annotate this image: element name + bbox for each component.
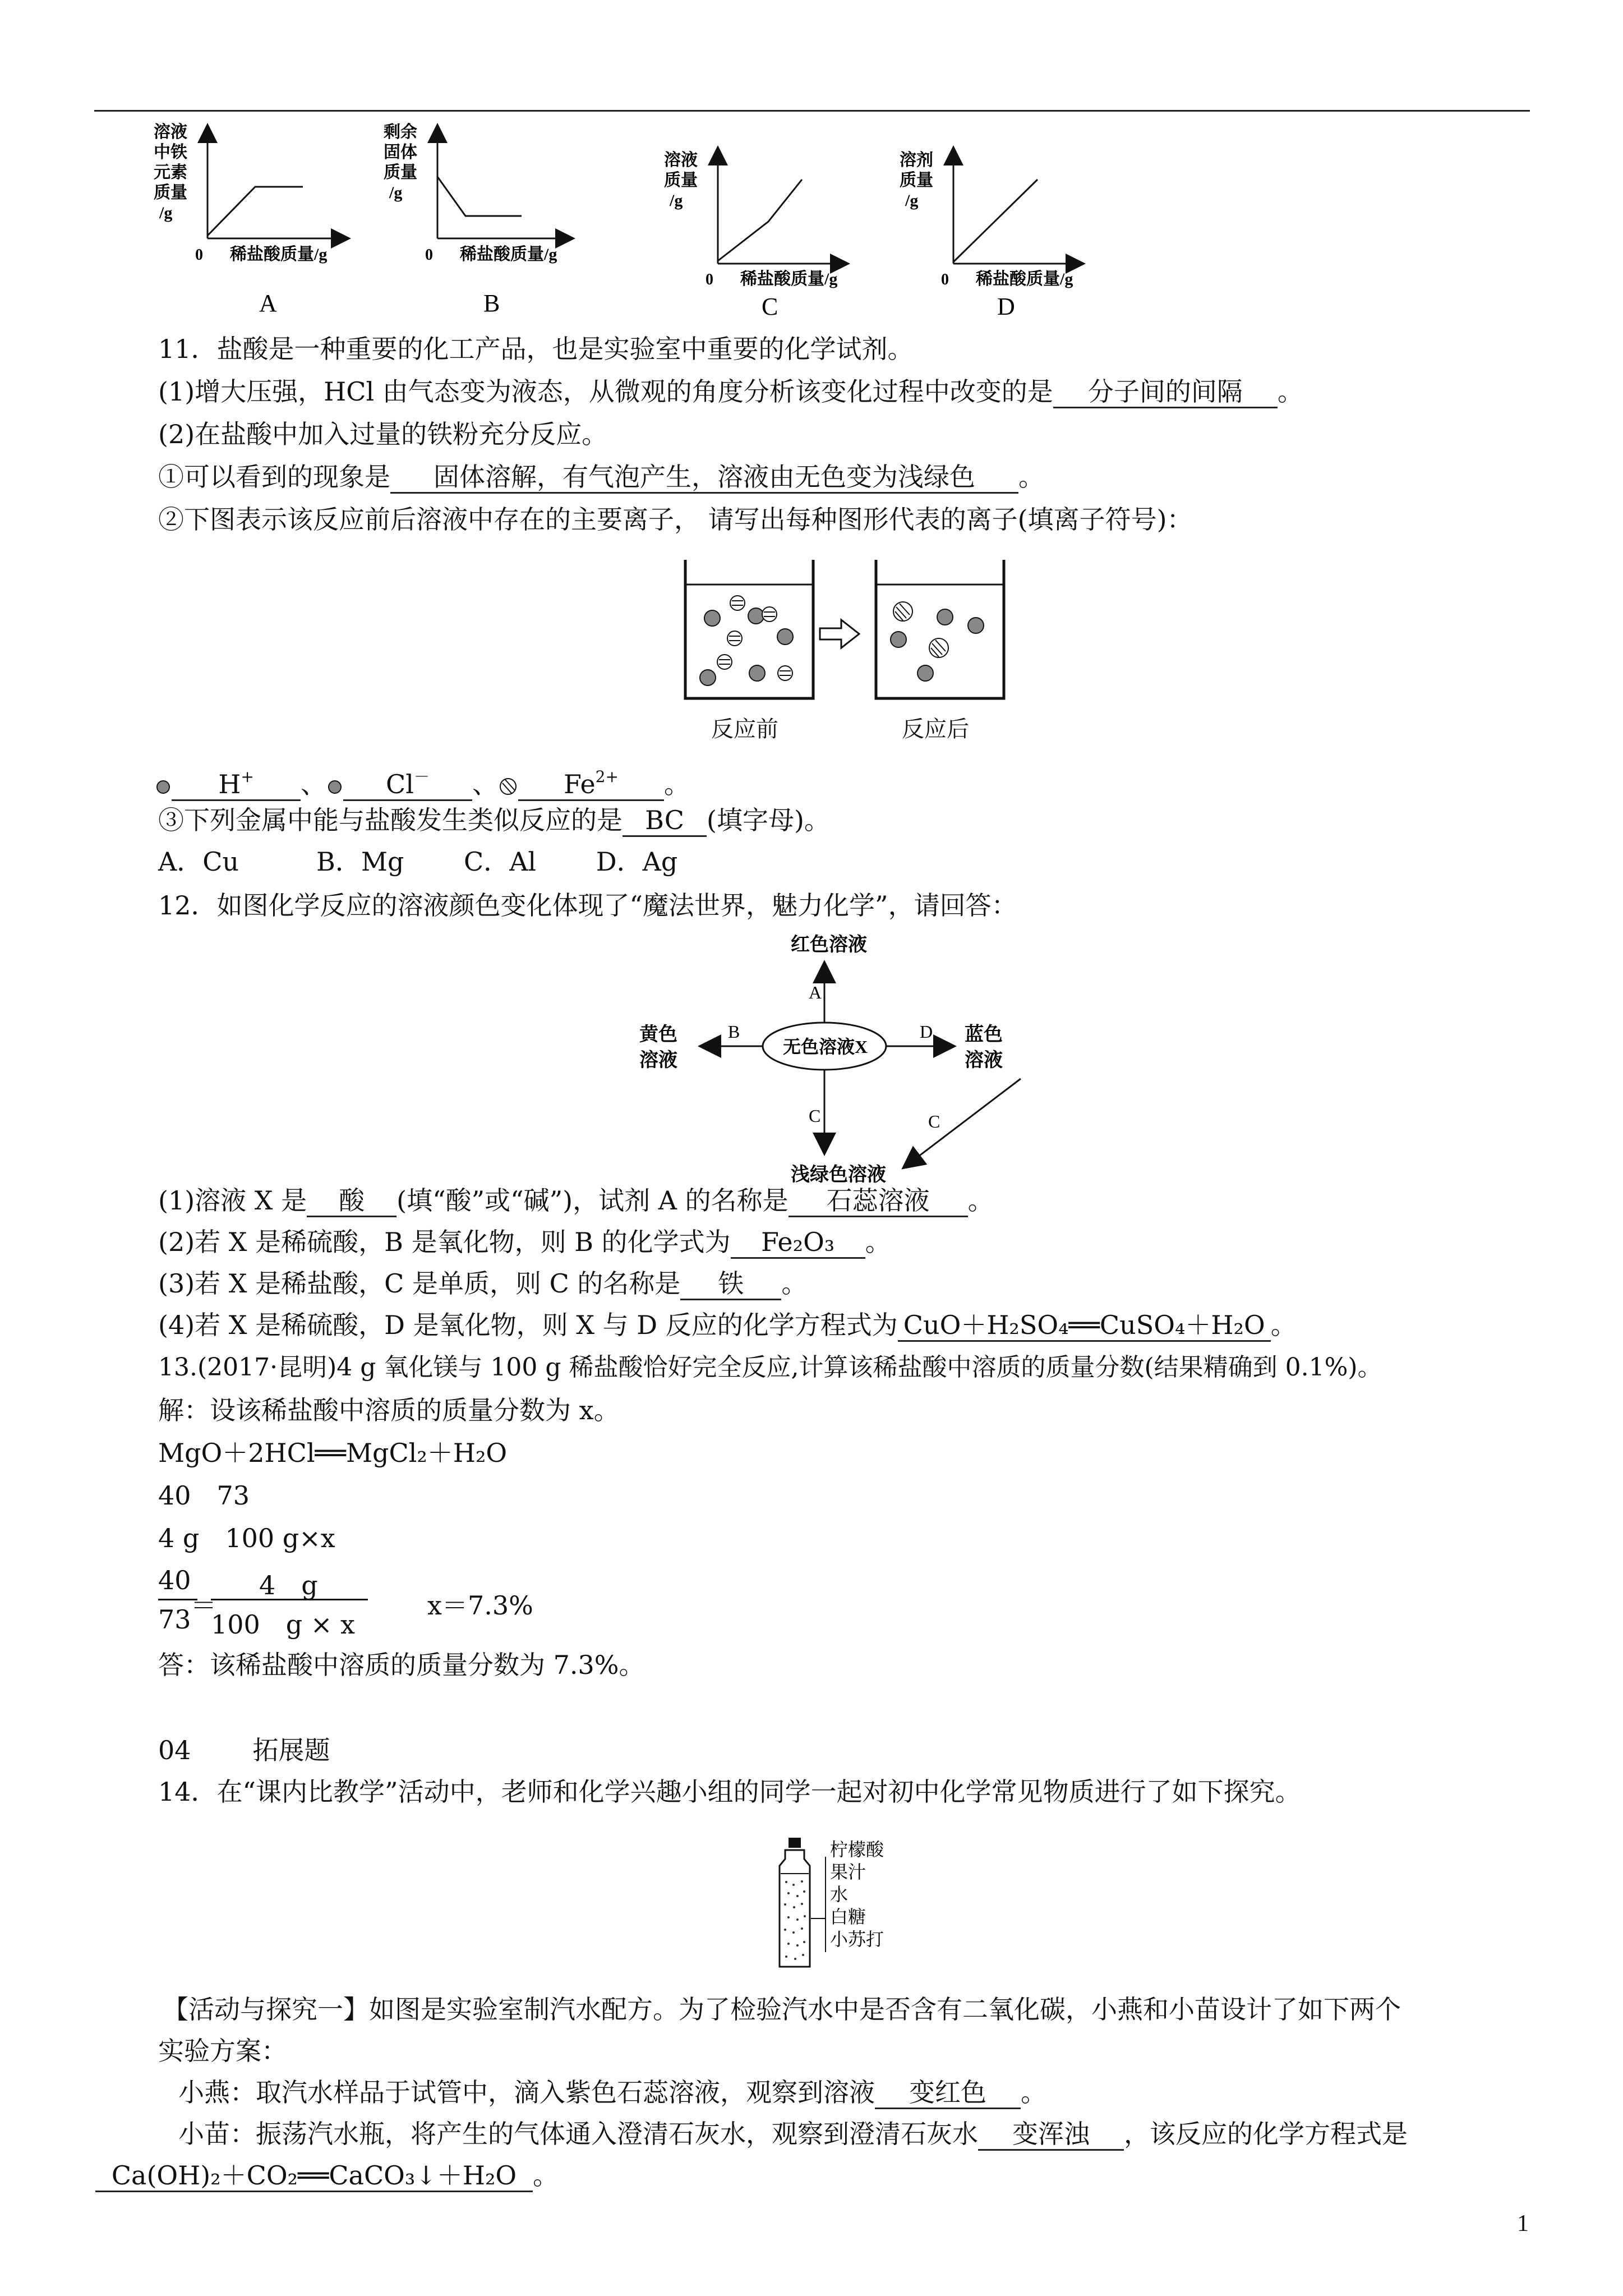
- graph-c-origin: 0: [706, 271, 713, 288]
- graph-a-ylabel-0: 溶液: [154, 123, 187, 141]
- h-ion-icon: [748, 608, 764, 624]
- q13-frac-left-num: 40: [158, 1565, 191, 1595]
- q14-xiaoyan: [178, 2076, 1046, 2109]
- fe-ion-icon: [893, 602, 912, 621]
- q12-a4-end: 。: [1270, 1310, 1297, 1340]
- q13-frac-right-bar: [211, 1599, 368, 1600]
- cl-ion-icon: [326, 779, 343, 795]
- graph-b-xlabel: 稀盐酸质量/g: [460, 245, 557, 264]
- diagram-label-c2: C: [928, 1111, 940, 1131]
- q11-part2a-end: 。: [1018, 462, 1044, 492]
- graph-a-ylabel-3: 质量: [154, 183, 187, 202]
- q12-a1-end: 。: [967, 1185, 994, 1216]
- q13-equation: MgO＋2HCl══MgCl₂＋H₂O: [158, 1438, 508, 1468]
- diagram-center-label: 无色溶液X: [783, 1037, 868, 1057]
- graph-b-letter: B: [483, 289, 500, 317]
- page-number: 1: [1517, 2211, 1529, 2237]
- q11-part2c: [158, 803, 830, 837]
- diagram-left-label-0: 黄色: [639, 1024, 677, 1045]
- graph-b-ylabel-0: 剩余: [384, 123, 417, 141]
- q11-part2c-answer: BC: [623, 805, 707, 837]
- cl-ion-icon: [968, 618, 984, 633]
- q11-part2: (2)在盐酸中加入过量的铁粉充分反应。: [158, 419, 608, 449]
- diagram-right-label-0: 蓝色: [965, 1024, 1003, 1045]
- fe-ion-icon: [929, 638, 948, 657]
- q11-stem: 11．盐酸是一种重要的化工产品，也是实验室中重要的化学试剂。: [158, 334, 914, 364]
- q12-a2-answer: Fe₂O₃: [731, 1227, 865, 1259]
- graph-b-ylabel-3: /g: [389, 183, 403, 202]
- q12-a2-end: 。: [865, 1227, 891, 1257]
- q11-part2a-answer: 固体溶解，有气泡产生，溶液由无色变为浅绿色: [390, 462, 1018, 494]
- ion3-answer: [518, 762, 664, 801]
- q13-solve: 解：设该稀盐酸中溶质的质量分数为 x。: [158, 1395, 620, 1425]
- bottle-label-0: 柠檬酸: [830, 1839, 884, 1860]
- q14-equation-end: 。: [533, 2160, 559, 2191]
- fe-ion-icon: [498, 776, 518, 797]
- ion-sep-2: 、: [472, 769, 498, 799]
- soda-bottle-icon: [780, 1838, 810, 1967]
- bottle-label-2: 水: [830, 1884, 849, 1904]
- graph-a-ylabel-2: 元素: [154, 163, 187, 182]
- q14-xiaoyan-text: 小燕：取汽水样品于试管中，滴入紫色石蕊溶液，观察到溶液: [178, 2077, 875, 2108]
- bottle-label-1: 果汁: [830, 1862, 866, 1882]
- q12-a2-text: (2)若 X 是稀硫酸，B 是氧化物，则 B 的化学式为: [158, 1227, 731, 1257]
- cl-ion-icon: [717, 655, 732, 669]
- q12-a3-end: 。: [781, 1268, 808, 1299]
- q12-a1-answer2: 石蕊溶液: [789, 1185, 968, 1217]
- h-ion-icon: [749, 665, 765, 681]
- q12-a4-text: (4)若 X 是稀硫酸，D 是氧化物，则 X 与 D 反应的化学方程式为: [158, 1310, 898, 1340]
- diagram-label-b: B: [728, 1022, 740, 1042]
- q14-activity1-line2: 实验方案：: [158, 2036, 287, 2066]
- diagram-label-c1: C: [809, 1106, 821, 1126]
- q11-part2a-text: ①可以看到的现象是: [158, 462, 390, 492]
- q13-result: x＝7.3%: [427, 1590, 533, 1621]
- diagram-top-label: 红色溶液: [791, 935, 867, 955]
- graph-d-xlabel: 稀盐酸质量/g: [976, 270, 1073, 288]
- q13-answer: 答：该稀盐酸中溶质的质量分数为 7.3%。: [158, 1650, 645, 1680]
- q12-a3: [158, 1267, 807, 1300]
- q12-a1-text: (1)溶液 X 是: [158, 1185, 307, 1216]
- ion-end: 。: [664, 769, 690, 799]
- q14-equation-line: [95, 2159, 559, 2192]
- q14-equation-answer: Ca(OH)₂＋CO₂══CaCO₃↓＋H₂O: [95, 2160, 533, 2192]
- graph-a-xlabel: 稀盐酸质量/g: [230, 245, 328, 264]
- q14-activity1-line1: 【活动与探究一】如图是实验室制汽水配方。为了检验汽水中是否含有二氧化碳，小燕和小苗设计了如下两个: [163, 1994, 1401, 2024]
- q12-a3-answer: 铁: [680, 1268, 781, 1300]
- ion1-symbol: H: [218, 769, 241, 799]
- ion1-charge: +: [241, 767, 254, 786]
- graph-c: [664, 149, 847, 320]
- q11-part1-end: 。: [1277, 376, 1303, 407]
- cl-ion-icon: [937, 609, 953, 625]
- h-ion-icon: [704, 610, 720, 626]
- q12-a2: [158, 1225, 891, 1259]
- q12-a3-text: (3)若 X 是稀盐酸，C 是单质，则 C 的名称是: [158, 1268, 681, 1299]
- soda-bottle-figure: [763, 1834, 965, 1975]
- graph-c-ylabel-2: /g: [670, 191, 683, 210]
- q11-part1-text: (1)增大压强，HCl 由气态变为液态，从微观的角度分析该变化过程中改变的是: [158, 376, 1053, 407]
- q12-a1-answer: 酸: [307, 1185, 396, 1217]
- diagram-left-label-1: 溶液: [639, 1050, 677, 1071]
- q11-part2c-text: ③下列金属中能与盐酸发生类似反应的是: [158, 805, 623, 835]
- bottle-label-4: 小苏打: [830, 1929, 884, 1949]
- q14-stem: 14．在“课内比教学”活动中，老师和化学兴趣小组的同学一起对初中化学常见物质进行了如下探究。: [158, 1777, 1301, 1807]
- ion2-answer: [343, 762, 472, 801]
- after-label: 反应后: [902, 716, 969, 742]
- ion2-symbol: Cl: [386, 769, 414, 799]
- cl-ion-icon: [917, 665, 933, 681]
- ion2-charge: －: [413, 767, 430, 786]
- section-heading: [158, 1733, 330, 1767]
- q12-stem: 12．如图化学反应的溶液颜色变化体现了“魔法世界，魅力化学”，请回答：: [158, 890, 1017, 921]
- ion1-answer: [172, 762, 301, 801]
- graph-b-origin: 0: [425, 246, 433, 264]
- q11-part2c-end: (填字母)。: [707, 805, 830, 835]
- h-ion-icon: [700, 670, 716, 685]
- cl-ion-icon: [778, 666, 792, 680]
- cl-ion-icon: [730, 596, 745, 610]
- q11-part1: [158, 375, 1303, 408]
- diagram-bottom-label: 浅绿色溶液: [791, 1165, 886, 1185]
- graph-b: [384, 123, 572, 317]
- graph-b-ylabel-1: 固体: [384, 143, 417, 162]
- ion-sep-1: 、: [301, 769, 326, 799]
- q13-frac-right-num: 4 g: [259, 1570, 318, 1600]
- graph-d-ylabel-1: 质量: [900, 171, 933, 190]
- h-ion-icon: [777, 629, 793, 645]
- q13-stem: 13.(2017·昆明)4 g 氧化镁与 100 g 稀盐酸恰好完全反应,计算该稀盐酸中溶质的质量分数(结果精确到 0.1%)。: [158, 1353, 1382, 1382]
- q13-ratio2: 4 g 100 g×x: [158, 1523, 335, 1553]
- ion3-symbol: Fe: [564, 769, 596, 799]
- graphs-figure: [151, 121, 1161, 328]
- q12-a1-mid: (填“酸”或“碱”)，试剂 A 的名称是: [396, 1185, 789, 1216]
- q14-xiaomiao-answer: 变浑浊: [978, 2119, 1124, 2151]
- cl-ion-icon: [727, 631, 742, 646]
- q14-xiaomiao-text: 小苗：振荡汽水瓶，将产生的气体通入澄清石灰水，观察到澄清石灰水: [178, 2119, 978, 2149]
- q11-part2a: [158, 460, 1044, 494]
- q12-a1: [158, 1184, 994, 1217]
- diagram-label-d: D: [920, 1022, 933, 1042]
- q11-options: A．Cu B．Mg C．Al D．Ag: [158, 846, 678, 877]
- q11-ion-answers: [155, 762, 690, 801]
- h-ion-icon: [155, 779, 172, 795]
- graph-c-ylabel-0: 溶液: [664, 151, 698, 169]
- diagram-label-a: A: [809, 982, 822, 1002]
- graph-b-ylabel-2: 质量: [384, 163, 417, 182]
- cl-ion-icon: [762, 607, 777, 622]
- q14-xiaomiao-mid: ，该反应的化学方程式是: [1124, 2119, 1408, 2149]
- q13-equals: ＝: [191, 1590, 216, 1621]
- bottle-label-3: 白糖: [830, 1907, 866, 1927]
- section-title: 拓展题: [252, 1735, 330, 1765]
- color-change-diagram: [628, 928, 1066, 1209]
- q12-a4-answer: CuO＋H₂SO₄══CuSO₄＋H₂O: [898, 1310, 1271, 1342]
- q11-part1-answer: 分子间的间隔: [1053, 376, 1278, 408]
- graph-d-letter: D: [997, 293, 1015, 320]
- before-label: 反应前: [711, 716, 778, 742]
- header-rule: [94, 110, 1530, 112]
- q12-a4: [158, 1308, 1297, 1342]
- q13-ratio1: 40 73: [158, 1480, 250, 1511]
- q14-xiaoyan-end: 。: [1021, 2077, 1046, 2108]
- reaction-arrow-icon: [820, 620, 859, 648]
- q14-xiaomiao: [178, 2117, 1408, 2151]
- graph-d-ylabel-0: 溶剂: [900, 151, 933, 169]
- cl-ion-icon: [891, 632, 906, 647]
- section-number: 04: [158, 1735, 191, 1765]
- graph-d-origin: 0: [941, 271, 949, 288]
- q14-xiaoyan-answer: 变红色: [875, 2077, 1021, 2109]
- q11-part2b: ②下图表示该反应前后溶液中存在的主要离子， 请写出每种图形代表的离子(填离子符号)：: [158, 504, 1193, 535]
- ion3-charge: 2+: [595, 767, 619, 786]
- graph-d-ylabel-2: /g: [905, 191, 919, 210]
- beaker-before: [685, 560, 813, 698]
- graph-a-ylabel-4: /g: [159, 204, 173, 222]
- beaker-after: [876, 560, 1004, 698]
- q13-frac-left-den: 73: [158, 1604, 191, 1635]
- graph-c-letter: C: [762, 293, 778, 320]
- q13-frac-right-den: 100 g × x: [211, 1609, 355, 1640]
- graph-c-xlabel: 稀盐酸质量/g: [740, 270, 838, 288]
- graph-a-ylabel-1: 中铁: [154, 143, 187, 162]
- diagram-right-label-1: 溶液: [965, 1050, 1003, 1071]
- graph-d: [900, 149, 1082, 320]
- graph-c-ylabel-1: 质量: [664, 171, 698, 190]
- graph-a-origin: 0: [195, 246, 203, 264]
- graph-a: [154, 122, 348, 317]
- graph-a-letter: A: [259, 289, 277, 317]
